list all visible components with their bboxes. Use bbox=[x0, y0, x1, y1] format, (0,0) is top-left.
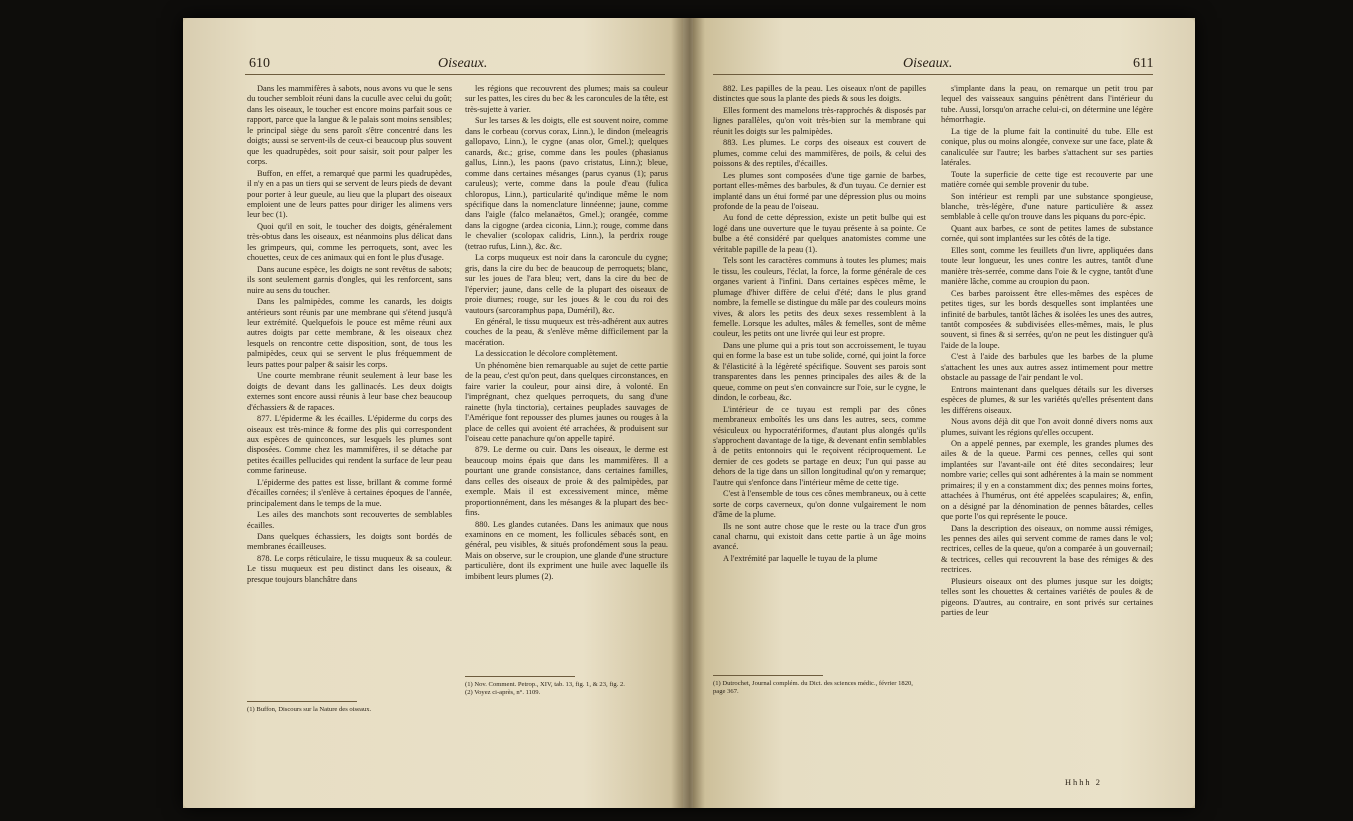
paragraph: Ils ne sont autre chose que le reste ou la trace d'un gros canal charnu, qui existoit dans cette partie à un âge moins avancé. bbox=[713, 521, 926, 552]
paragraph: 879. Le derme ou cuir. Dans les oiseaux, le derme est beaucoup moins épais que dans les mammifères. Il a pourtant une grande consistance, dans certaines familles, dans celles des oiseaux de proie & des palmipèdes, par exemple. Mais il est excessivement mince, même proportionnément, dans les mésanges & la plupart des bec-fins. bbox=[465, 445, 668, 518]
right-column-1 bbox=[713, 84, 926, 565]
paragraph: Elles forment des mamelons très-rapprochés & disposés par lignes parallèles, qu'on voit très-bien sur la membrane qui réunit les doigts sur les palmipèdes. bbox=[713, 105, 926, 136]
paragraph: Une courte membrane réunit seulement à leur base les doigts de devant dans les gallinacés. Les deux doigts externes sont encore aussi réunis à leur base chez beaucoup d'échassiers & de rapaces. bbox=[247, 371, 452, 412]
paragraph: Sur les tarses & les doigts, elle est souvent noire, comme dans le corbeau (corvus corax, Linn.), le dindon (meleagris gallopavo, Linn.), le cygne (anas olor, Gmel.); quelques canards, &c.; grise, comme dans les poules (phasianus gallus, Linn.), les paons (pavo cristatus, Linn.); bleue, comme dans certaines mésanges (parus cyanus (1); parus caruleus); verte, comme dans la poule d'eau (fulica chloropus, Linn.), particularité qu'indique même le nom spécifique dans la nomenclature linnéenne; jaune, comme dans l'aigle (falco melanaëtos, Gmel.); orangée, comme dans la cigogne (ardea ciconia, Linn.); rouge, comme dans le chevalier (scolopax calidris, Linn.), la perdrix rouge (tetrao rufus, Linn.), &c. &c. bbox=[465, 116, 668, 251]
paragraph: Entrons maintenant dans quelques détails sur les diverses espèces de plumes, & sur les variétés qu'elles présentent dans les différens oiseaux. bbox=[941, 384, 1153, 415]
book-gutter bbox=[671, 18, 705, 808]
left-page bbox=[183, 18, 683, 808]
paragraph: L'intérieur de ce tuyau est rempli par des cônes membraneux emboîtés les uns dans les autres, secs, comme vésiculeux ou hypocratériformes, d'autant plus alongés qu'ils s'approchent davantage de la tige, & devenant enfin semblables à de petits entonnoirs qui le reçoivent réciproquement. Le dernier de ces godets se partage en deux; l'un qui passe au dehors de la tige dans un sillon longitudinal qu'on y remarque; l'autre qui s'enfonce dans l'intérieur même de cette tige. bbox=[713, 404, 926, 487]
paragraph: 878. Le corps réticulaire, le tissu muqueux & sa couleur. Le tissu muqueux est peu distinct dans les oiseaux, & presque toujours blanchâtre dans bbox=[247, 553, 452, 584]
paragraph: Dans la description des oiseaux, on nomme aussi rémiges, les pennes des ailes qui servent comme de rames dans le vol; rectrices, celles de la queue, qu'on a comparée à un gouvernail; & tectrices, celles qui recouvrent la base des rémiges & des rectrices. bbox=[941, 523, 1153, 575]
open-book bbox=[183, 18, 1195, 808]
paragraph: Un phénomène bien remarquable au sujet de cette partie de la peau, c'est qu'on peut, dans quelques circonstances, en faire varier la couleur, pour ainsi dire, à volonté. En l'imprégnant, chez quelques perroquets, du sang d'une rainette (hyla tinctoria), certaines peuplades sauvages de l'Amérique font repousser des plumes jaunes ou rouges à la place de celles qui avoient été arrachées, & produisent sur l'oiseau cette panachure qu'on appelle tapiré. bbox=[465, 360, 668, 443]
left-column-2 bbox=[465, 84, 668, 583]
footnote: (1) Nov. Comment. Petrop., XIV, tab. 13, fig. 1, & 23, fig. 2. bbox=[465, 681, 625, 688]
right-column-2 bbox=[941, 84, 1153, 620]
paragraph: 880. Les glandes cutanées. Dans les animaux que nous examinons en ce moment, les follicules sébacés sont, en général, peu visibles, & situés profondément sous la peau. Mais on observe, sur le croupion, une glande d'une structure particulière, dont ils expriment une huile avec laquelle ils imbibent leurs plumes (2). bbox=[465, 519, 668, 581]
paragraph: Plusieurs oiseaux ont des plumes jusque sur les doigts; telles sont les chouettes & certaines variétés de poules & de pigeons. D'autres, au contraire, en sont privés sur certaines parties de leur bbox=[941, 576, 1153, 618]
paragraph: les régions que recouvrent des plumes; mais sa couleur sur les pattes, les cires du bec & les caroncules de la tête, est très-sujette à varier. bbox=[465, 84, 668, 114]
paragraph: C'est à l'aide des barbules que les barbes de la plume s'attachent les unes aux autres assez intimement pour mettre obstacle au passage de l'air pendant le vol. bbox=[941, 352, 1153, 383]
paragraph: Nous avons déjà dit que l'on avoit donné divers noms aux plumes, suivant les régions qu'elles occupent. bbox=[941, 417, 1153, 437]
paragraph: La corps muqueux est noir dans la caroncule du cygne; gris, dans la cire du bec de beaucoup de perroquets; blanc, sur les joues de l'ara bleu; vert, dans la cire du bec de l'épervier; jaune, dans celle de la plupart des oiseaux de proie diurnes; rouge, sur les joues & le cou du roi des vautours (sarcoramphus papa, Duméril), &c. bbox=[465, 253, 668, 315]
paragraph: Dans une plume qui a pris tout son accroissement, le tuyau qui en forme la base est un tube solide, corné, qui joint la force & l'élasticité à la légèreté spécifique. Souvent ses parois sont transparentes dans les pennes principales des ailes & de la queue, comme on peut s'en convaincre sur l'oie, sur le cygne, le dindon, le corbeau, &c. bbox=[713, 340, 926, 403]
paragraph: Elles sont, comme les feuillets d'un livre, appliquées dans toute leur longueur, les unes contre les autres, tantôt d'une manière très-serrée, comme dans l'oie & le cygne, tantôt d'une manière lâche, comme au croupion du paon. bbox=[941, 245, 1153, 287]
paragraph: 882. Les papilles de la peau. Les oiseaux n'ont de papilles distinctes que sous la plante des pieds & sous les doigts. bbox=[713, 84, 926, 104]
paragraph: C'est à l'ensemble de tous ces cônes membraneux, ou à cette sorte de corps caverneux, qu'on donne vulgairement le nom d'âme de la plume. bbox=[713, 489, 926, 520]
signature-mark: Hhhh 2 bbox=[1065, 778, 1102, 787]
paragraph: Dans quelques échassiers, les doigts sont bordés de membranes écailleuses. bbox=[247, 532, 452, 552]
paragraph: En général, le tissu muqueux est très-adhérent aux autres couches de la peau, & s'enlève même difficilement par la macération. bbox=[465, 316, 668, 347]
paragraph: La tige de la plume fait la continuité du tube. Elle est conique, plus ou moins alongée, convexe sur une face, plate & canaliculée sur l'autre; les barbes s'attachent sur ses parties latérales. bbox=[941, 126, 1153, 168]
paragraph: Son intérieur est rempli par une substance spongieuse, blanche, très-légère, d'une nature particulière & assez semblable à celle qu'on trouve dans les piquans du porc-épic. bbox=[941, 191, 1153, 222]
footnote-rule bbox=[247, 701, 357, 702]
paragraph: Les plumes sont composées d'une tige garnie de barbes, portant elles-mêmes des barbules, & d'un tuyau. Ce dernier est implanté dans un étui formé par une dépression plus ou moins profonde de la peau de l'oiseau. bbox=[713, 170, 926, 211]
paragraph: L'épiderme des pattes est lisse, brillant & comme formé d'écailles cornées; il s'enlève à certaines époques de l'année, principalement dans le temps de la mue. bbox=[247, 477, 452, 508]
paragraph: Quant aux barbes, ce sont de petites lames de substance cornée, qui sont implantées sur les côtés de la tige. bbox=[941, 223, 1153, 244]
running-head: Oiseaux. bbox=[438, 56, 488, 71]
paragraph: 877. L'épiderme & les écailles. L'épiderme du corps des oiseaux est très-mince & forme des plis qui correspondent aux espèces de quinconces, sur lesquels les plumes sont disposées. Comme chez les mammifères, il se détache par petites écailles pellucides qui rendent la surface de leur peau comme farineuse. bbox=[247, 414, 452, 476]
paragraph: Quoi qu'il en soit, le toucher des doigts, généralement très-obtus dans les oiseaux, est néanmoins plus délicat dans les grimpeurs, qui, comme les perroquets, sont, avec les chouettes, ceux de ces animaux qui en font le plus d'usage. bbox=[247, 221, 452, 263]
paragraph: 883. Les plumes. Le corps des oiseaux est couvert de plumes, comme celui des mammifères, de poils, & celui des poissons & des reptiles, d'écailles. bbox=[713, 138, 926, 169]
running-head: Oiseaux. bbox=[903, 56, 953, 71]
left-column-1 bbox=[247, 84, 452, 586]
paragraph: Dans les mammifères à sabots, nous avons vu que le sens du toucher sembloit réuni dans la cuculle avec celui du goût; dans les oiseaux, le toucher est encore moins parfait sous ce rapport, parce que la langue & le palais sont moins sensibles; le principal siège du sens paroît s'être concentré dans les doigts; aussi se servent-ils de ceux-ci beaucoup plus souvent que les quadrupèdes, soit pour saisir, soit pour palper les corps. bbox=[247, 84, 452, 167]
page-number: 610 bbox=[249, 56, 270, 71]
header-rule bbox=[713, 74, 1153, 75]
footnote: (1) Buffon, Discours sur la Nature des oiseaux. bbox=[247, 706, 372, 713]
paragraph: On a appelé pennes, par exemple, les grandes plumes des ailes & de la queue. Parmi ces pennes, celles qui sont implantées sur l'avant-aile ont été dites secondaires; leur nombre varie; celles qui sont adhérentes à la main se nomment primaires; il y en a constamment dix; des pennes moins fortes, attachées à l'humérus, ont été appelées scapulaires; &, enfin, on a désigné par la dénomination de pennes bâtardes, celles que porte l'os qui représente le pouce. bbox=[941, 438, 1153, 522]
paragraph: Buffon, en effet, a remarqué que parmi les quadrupèdes, il n'y en a pas un tiers qui se servent de leurs pieds de devant pour porter à leur gueule, au lieu que la plupart des oiseaux emploient une de leurs pattes pour diriger les alimens vers leur bec (1). bbox=[247, 168, 452, 220]
paragraph: Ces barbes paroissent être elles-mêmes des espèces de petites tiges, sur les bords desquelles sont implantées une infinité de barbules, tantôt lâches & isolées les unes des autres, tantôt composées & subdivisées elles-mêmes, mais, le plus souvent, si fines & si serrées, qu'on ne peut les distinguer qu'à l'aide de la loupe. bbox=[941, 288, 1153, 350]
header-rule bbox=[245, 74, 665, 75]
paragraph: Toute la superficie de cette tige est recouverte par une matière cornée qui semble provenir du tube. bbox=[941, 169, 1153, 190]
paragraph: Les ailes des manchots sont recouvertes de semblables écailles. bbox=[247, 510, 452, 530]
footnote: (2) Voyez ci-après, n°. 1109. bbox=[465, 689, 541, 697]
page-number: 611 bbox=[1133, 56, 1154, 71]
right-page bbox=[693, 18, 1195, 808]
paragraph: La dessiccation le décolore complètement. bbox=[475, 349, 618, 359]
paragraph: s'implante dans la peau, on remarque un petit trou par lequel des vaisseaux sanguins pénètrent dans l'intérieur du tube. Aussi, lorsqu'on arrache celui-ci, on détermine une légère hémorrhagie. bbox=[941, 84, 1153, 125]
footnote: (1) Dutrochet, Journal complém. du Dict. des sciences médic., février 1820, page 367. bbox=[713, 680, 913, 696]
paragraph: Tels sont les caractères communs à toutes les plumes; mais le tissu, les couleurs, l'éclat, la force, la forme générale de ces organes varient à l'infini. Dans certaines espèces même, le plumage d'hiver diffère de celui d'été; dans le plus grand nombre, la femelle se distingue du mâle par des couleurs moins vives, & alors les petits des deux sexes ressemblent à la femelle. Lorsque les adultes, mâles & femelles, sont de même couleur, les petits ont une livrée qui leur est propre. bbox=[713, 256, 926, 339]
paragraph: Dans les palmipèdes, comme les canards, les doigts antérieurs sont réunis par une membrane qui s'étend jusqu'à leur extrémité. Quelquefois le pouce est même réuni aux autres doigts par cette membrane, & les oiseaux chez lesquels on rencontre cette disposition, sont, de tous les palmipèdes, ceux qui se servent le plus fréquemment de leurs pattes pour palper & saisir les corps. bbox=[247, 297, 452, 369]
paragraph: Au fond de cette dépression, existe un petit bulbe qui est logé dans une ouverture que le tuyau présente à sa pointe. Ce bulbe a été considéré par quelques anatomistes comme une véritable papille de la peau (1). bbox=[713, 213, 926, 254]
paragraph: A l'extrémité par laquelle le tuyau de la plume bbox=[723, 553, 878, 563]
paragraph: Dans aucune espèce, les doigts ne sont revêtus de sabots; ils sont seulement garnis d'ongles, qui les renforcent, sans nuire au sens du toucher. bbox=[247, 264, 452, 295]
footnotes bbox=[465, 681, 668, 698]
footnote-rule bbox=[713, 675, 823, 676]
footnote-rule bbox=[465, 676, 575, 677]
